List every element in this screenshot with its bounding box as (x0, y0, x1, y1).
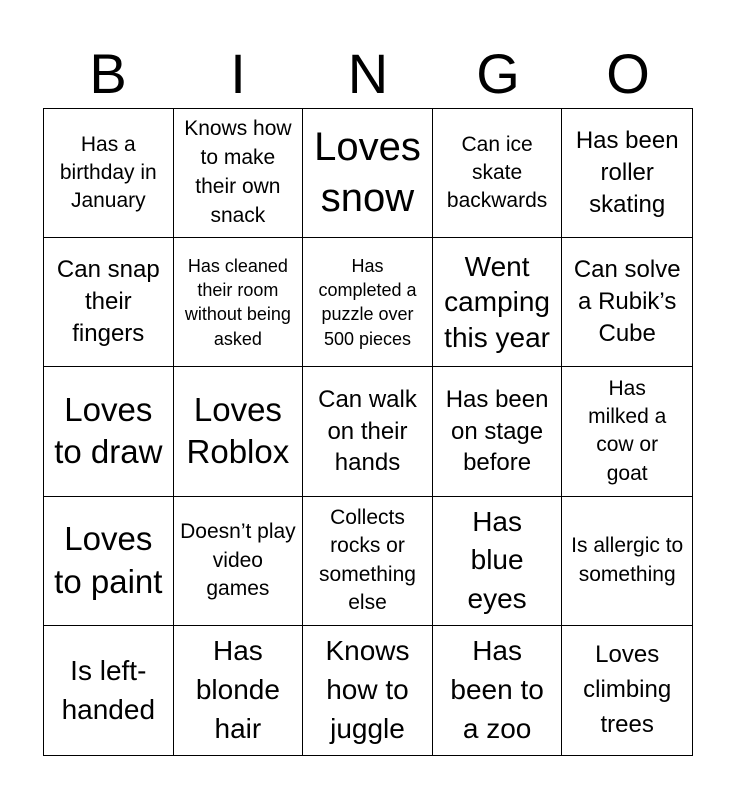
bingo-board (43, 108, 693, 756)
cell-text: Has been on stage before (445, 385, 549, 477)
bingo-cell[interactable] (303, 626, 433, 755)
cell-text: Has cleaned their room without being asked (184, 255, 291, 349)
header-letter-g: G (476, 42, 520, 105)
cell-text: Has blonde hair (195, 635, 280, 744)
bingo-cell[interactable] (174, 367, 304, 496)
bingo-cell[interactable] (174, 238, 304, 367)
cell-text: Loves to draw (54, 391, 163, 471)
cell-text: Went camping this year (444, 250, 551, 354)
cell-text: Knows how to make their own snack (184, 117, 292, 228)
cell-text: Can ice skate backwards (446, 132, 548, 213)
bingo-cell[interactable] (433, 626, 563, 755)
bingo-cell[interactable] (44, 109, 174, 238)
bingo-cell[interactable] (303, 109, 433, 238)
cell-text: Can walk on their hands (318, 385, 417, 477)
cell-text: Has been to a zoo (450, 635, 544, 744)
cell-text: Has blue eyes (467, 505, 527, 614)
cell-text: Has been roller skating (575, 127, 679, 219)
cell-text: Loves Roblox (186, 391, 290, 471)
cell-text: Loves to paint (54, 520, 163, 600)
bingo-cell[interactable] (174, 497, 304, 626)
bingo-cell[interactable] (433, 109, 563, 238)
bingo-cell[interactable] (303, 497, 433, 626)
cell-text: Doesn’t play video games (180, 520, 296, 600)
cell-text: Has milked a cow or goat (588, 376, 667, 485)
header-letter-o: O (606, 42, 650, 105)
bingo-cell[interactable] (562, 626, 692, 755)
cell-text: Loves climbing trees (583, 641, 672, 738)
cell-text: Knows how to juggle (325, 635, 410, 744)
bingo-cell[interactable] (44, 238, 174, 367)
bingo-cell[interactable] (562, 109, 692, 238)
header-letter-i: I (230, 42, 246, 105)
cell-text: Is allergic to something (571, 534, 684, 586)
bingo-cell[interactable] (44, 626, 174, 755)
bingo-cell[interactable] (433, 238, 563, 367)
cell-text: Has a birthday in January (59, 132, 157, 213)
cell-text: Collects rocks or something else (319, 506, 416, 615)
bingo-cell[interactable] (562, 497, 692, 626)
bingo-cell[interactable] (303, 367, 433, 496)
bingo-cell[interactable] (174, 626, 304, 755)
bingo-cell[interactable] (562, 367, 692, 496)
bingo-cell[interactable] (174, 109, 304, 238)
bingo-cell[interactable] (562, 238, 692, 367)
bingo-cell[interactable] (44, 497, 174, 626)
cell-text: Has completed a puzzle over 500 pieces (318, 255, 417, 349)
header-letter-n: N (347, 42, 389, 105)
cell-text: Can solve a Rubik’s Cube (573, 256, 681, 348)
cell-text: Is left-handed (61, 655, 156, 726)
bingo-cell[interactable] (433, 367, 563, 496)
header-letter-b: B (89, 42, 127, 105)
bingo-header (43, 40, 693, 108)
cell-text: Loves snow (314, 124, 421, 221)
cell-text: Can snap their fingers (56, 256, 160, 348)
bingo-cell[interactable] (44, 367, 174, 496)
bingo-cell[interactable] (433, 497, 563, 626)
bingo-cell[interactable] (303, 238, 433, 367)
